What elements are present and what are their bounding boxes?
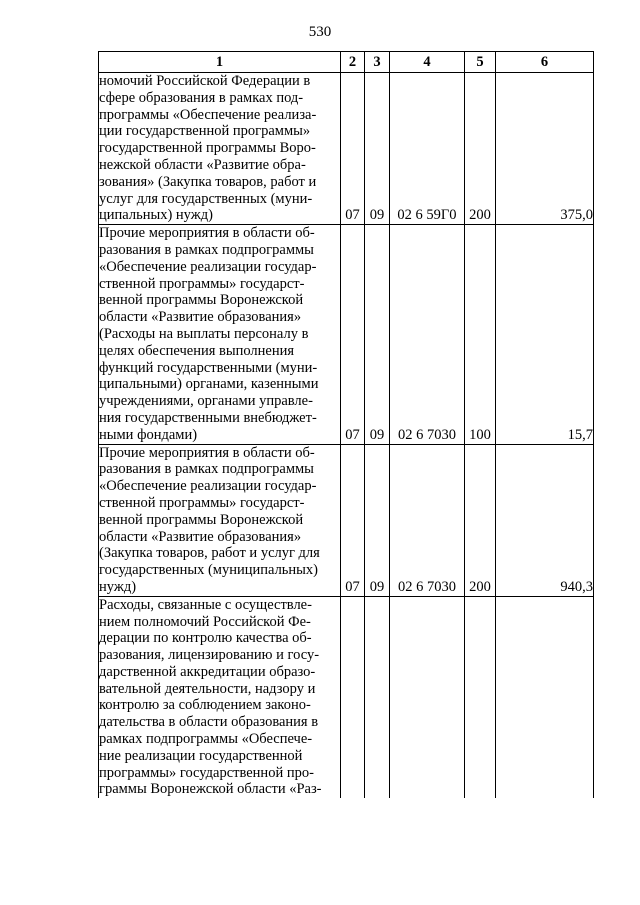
description-line: области «Развитие образования» — [99, 528, 302, 545]
header-col-2: 2 — [341, 52, 365, 73]
header-col-1: 1 — [99, 52, 341, 73]
row-amount: 15,7 — [496, 225, 594, 444]
table-row — [99, 225, 594, 444]
description-line: дерации по контролю качества об- — [99, 630, 312, 647]
description-line: нием полномочий Российской Фе- — [99, 613, 311, 630]
row-target-article: 02 6 7030 — [390, 444, 465, 596]
budget-table — [98, 51, 594, 798]
description-line: Расходы, связанные с осуществле- — [99, 596, 312, 613]
description-line: дательства в области образования в — [99, 714, 319, 731]
row-description — [99, 444, 341, 596]
row-description — [99, 225, 341, 444]
description-line: ния государственными внебюджет- — [99, 409, 317, 426]
description-line: разования, лицензированию и госу- — [99, 647, 320, 664]
row-expense-type: 100 — [465, 225, 496, 444]
table-row — [99, 596, 594, 798]
description-line: области «Развитие образования» — [99, 309, 302, 326]
description-line: Прочие мероприятия в области об- — [99, 225, 315, 242]
row-target-article: 02 6 59Г0 — [390, 73, 465, 225]
description-line: сфере образования в рамках под- — [99, 89, 304, 106]
row-section-code — [341, 596, 365, 798]
description-line: вательной деятельности, надзору и — [99, 680, 316, 697]
description-line: разования в рамках подпрограммы — [99, 241, 314, 258]
row-subsection-code — [365, 596, 390, 798]
description-line: ственной программы» государст- — [99, 494, 305, 511]
table-header-row — [99, 52, 594, 73]
description-line: учреждениями, органами управле- — [99, 393, 313, 410]
description-line: венной программы Воронежской — [99, 292, 304, 309]
row-section-code: 07 — [341, 225, 365, 444]
row-amount: 375,0 — [496, 73, 594, 225]
description-line: ципальными) органами, казенными — [99, 376, 319, 393]
description-line: целях обеспечения выполнения — [99, 342, 295, 359]
header-col-6: 6 — [496, 52, 594, 73]
description-line: ние реализации государственной — [99, 747, 303, 764]
header-col-3: 3 — [365, 52, 390, 73]
row-amount — [496, 596, 594, 798]
description-line: номочий Российской Федерации в — [99, 73, 311, 89]
description-line: государственных (муниципальных) — [99, 562, 318, 579]
description-line: венной программы Воронежской — [99, 511, 304, 528]
description-line: (Расходы на выплаты персоналу в — [99, 325, 309, 342]
row-target-article — [390, 596, 465, 798]
description-line: ными фондами) — [99, 426, 198, 443]
description-line: «Обеспечение реализации государ- — [99, 258, 317, 275]
table-row — [99, 444, 594, 596]
header-col-5: 5 — [465, 52, 496, 73]
description-line: контролю за соблюдением законо- — [99, 697, 311, 714]
description-line: ции государственной программы» — [99, 123, 311, 140]
row-section-code: 07 — [341, 444, 365, 596]
description-line: государственной программы Воро- — [99, 140, 316, 157]
description-line: дарственной аккредитации образо- — [99, 663, 316, 680]
row-expense-type: 200 — [465, 444, 496, 596]
description-line: услуг для государственных (муни- — [99, 190, 313, 207]
row-description — [99, 73, 341, 225]
description-line: зования» (Закупка товаров, работ и — [99, 173, 317, 190]
description-line: рамках подпрограммы «Обеспече- — [99, 731, 313, 748]
row-amount: 940,3 — [496, 444, 594, 596]
description-line: Прочие мероприятия в области об- — [99, 444, 315, 461]
row-subsection-code: 09 — [365, 73, 390, 225]
row-section-code: 07 — [341, 73, 365, 225]
description-line: функций государственными (муни- — [99, 359, 318, 376]
description-line: программы» государственной про- — [99, 764, 314, 781]
description-line: разования в рамках подпрограммы — [99, 461, 314, 478]
page-number: 530 — [308, 24, 332, 40]
row-subsection-code: 09 — [365, 225, 390, 444]
row-subsection-code: 09 — [365, 444, 390, 596]
row-expense-type — [465, 596, 496, 798]
description-line: ственной программы» государст- — [99, 275, 305, 292]
row-expense-type: 200 — [465, 73, 496, 225]
description-line: нужд) — [99, 578, 137, 595]
header-col-4: 4 — [390, 52, 465, 73]
description-line: нежской области «Развитие обра- — [99, 156, 306, 173]
description-line: граммы Воронежской области «Раз- — [99, 781, 322, 798]
description-line: «Обеспечение реализации государ- — [99, 478, 317, 495]
row-target-article: 02 6 7030 — [390, 225, 465, 444]
table-row — [99, 73, 594, 225]
description-line: программы «Обеспечение реализа- — [99, 106, 317, 123]
description-line: (Закупка товаров, работ и услуг для — [99, 545, 320, 562]
row-description — [99, 596, 341, 798]
description-line: ципальных) нужд) — [99, 207, 213, 224]
